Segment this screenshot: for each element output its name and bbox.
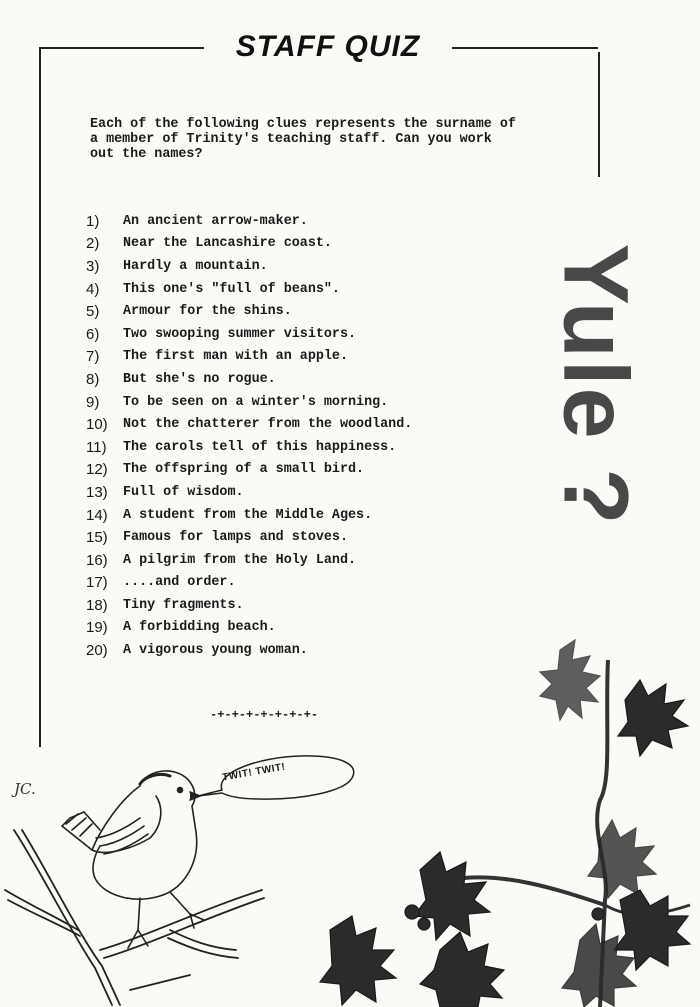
clue-number: 20) (86, 642, 108, 660)
page-title: STAFF QUIZ (235, 30, 421, 63)
clue-text: Tiny fragments. (123, 597, 244, 613)
clue-number: 3) (86, 257, 100, 275)
clue-text: To be seen on a winter's morning. (123, 394, 389, 410)
clue-number: 5) (86, 303, 100, 321)
branch-icon (5, 830, 264, 1005)
clue-number: 2) (86, 235, 100, 253)
clue-text: ....and order. (123, 575, 236, 591)
clue-text: Full of wisdom. (123, 484, 244, 500)
clue-number: 19) (86, 619, 108, 637)
clue-text: But she's no rogue. (123, 371, 276, 387)
clue-text: The offspring of a small bird. (123, 462, 365, 478)
clue-number: 12) (86, 461, 108, 479)
clue-text: An ancient arrow-maker. (123, 213, 308, 229)
clue-text: Two swooping summer visitors. (123, 326, 357, 342)
clue-number: 11) (86, 438, 107, 456)
clue-number: 18) (86, 596, 108, 614)
clue-text: A vigorous young woman. (123, 643, 308, 659)
separator-line: -+-+-+-+-+-+-+- (210, 708, 319, 722)
clue-text: This one's "full of beans". (123, 281, 340, 297)
holly-icon (320, 640, 690, 1007)
robin-bird-icon (62, 771, 204, 948)
clue-text: Near the Lancashire coast. (123, 236, 332, 252)
speech-bubble-text: TWIT! TWIT! (221, 761, 287, 784)
clue-number: 6) (86, 325, 100, 343)
clue-number: 17) (86, 574, 108, 592)
clue-text: Armour for the shins. (123, 304, 292, 320)
clue-number: 7) (86, 348, 100, 366)
clue-text: Famous for lamps and stoves. (123, 530, 348, 546)
clue-number: 14) (86, 506, 108, 524)
clue-number: 1) (86, 212, 100, 230)
clue-number: 13) (86, 483, 108, 501)
clue-number: 15) (86, 529, 108, 547)
clue-text: Hardly a mountain. (123, 258, 268, 274)
clue-number: 10) (86, 416, 108, 434)
clue-number: 4) (86, 280, 100, 298)
clue-number: 16) (86, 551, 108, 569)
clue-text: A student from the Middle Ages. (123, 507, 373, 523)
clue-text: A forbidding beach. (123, 620, 276, 636)
clue-text: A pilgrim from the Holy Land. (123, 552, 357, 568)
intro-paragraph: Each of the following clues represents the surname of a member of Trinity's teaching staff. Can you work out the names? (90, 117, 516, 162)
artist-initials: JC. (14, 780, 36, 798)
clue-number: 8) (86, 370, 100, 388)
clue-text: The first man with an apple. (123, 349, 348, 365)
clue-text: Not the chatterer from the woodland. (123, 417, 413, 433)
clue-number: 9) (86, 393, 100, 411)
clue-text: The carols tell of this happiness. (123, 439, 397, 455)
stamp-text: Yule ? (544, 243, 647, 527)
